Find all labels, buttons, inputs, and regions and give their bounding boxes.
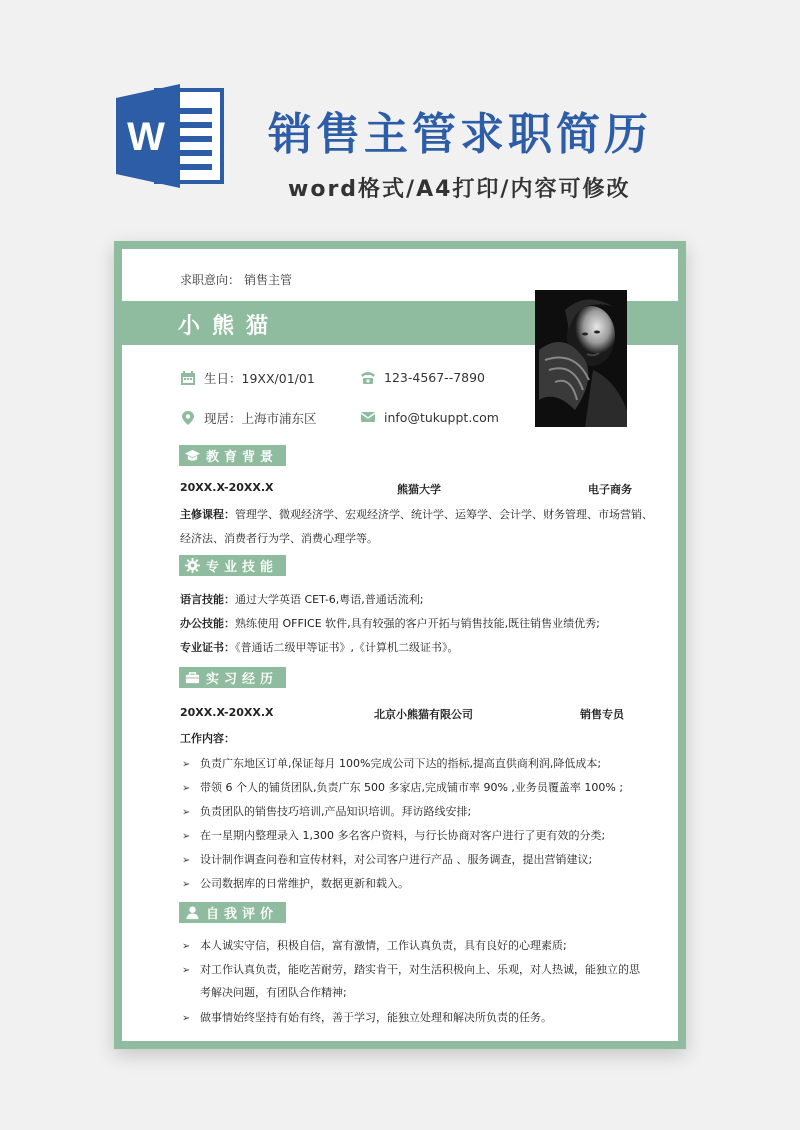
- self-eval-item: [182, 937, 567, 953]
- self-eval-text: 对工作认真负责，能吃苦耐劳，踏实肯干，对生活积极向上、乐观，对人热诚，能独立的思: [200, 963, 640, 976]
- language-skill: [180, 591, 424, 607]
- gear-icon: [185, 558, 200, 573]
- office-skill-value: 熟练使用 OFFICE 软件,具有较强的客户开拓与销售技能,既往销售业绩优秀;: [235, 617, 600, 630]
- certificates: [180, 639, 459, 655]
- certificates-label: 专业证书：: [180, 641, 235, 654]
- office-skill-label: 办公技能：: [180, 617, 235, 630]
- certificates-value: 《普通话二级甲等证书》,《计算机二级证书》。: [235, 641, 459, 654]
- work-item-text: 带领 6 个人的铺货团队,负责广东 500 多家店,完成铺市率 90% ,业务员覆盖率 100% ;: [200, 781, 624, 794]
- work-item-text: 在一星期内整理录入 1,300 多名客户资料，与行长协商对客户进行了更有效的分类;: [200, 829, 606, 842]
- resume-paper: [122, 249, 678, 1041]
- work-item-text: 负责团队的销售技巧培训,产品知识培训。拜访路线安排;: [200, 805, 472, 818]
- word-icon-letter: W: [127, 115, 165, 159]
- self-eval-item: [182, 1009, 552, 1025]
- section-skills: [179, 555, 286, 576]
- section-internship-title: 实习经历: [206, 672, 279, 687]
- bullet-arrow-icon: ➢: [182, 941, 191, 952]
- self-eval-text: 做事情始终坚持有始有终，善于学习，能独立处理和解决所负责的任务。: [200, 1011, 552, 1024]
- work-item-text: 负责广东地区订单,保证每月 100%完成公司下达的指标,提高直供商利润,降低成本;: [200, 757, 602, 770]
- bullet-arrow-icon: ➢: [182, 879, 191, 890]
- internship-company: 北京小熊猫有限公司: [374, 708, 473, 721]
- phone-row: [360, 369, 485, 385]
- resume-sheet: [114, 241, 686, 1049]
- work-content-label: 工作内容：: [180, 732, 235, 745]
- page-title: 销售主管求职简历: [268, 109, 652, 160]
- office-skill: [180, 615, 600, 631]
- phone-text: 123-4567--7890: [384, 369, 486, 385]
- education-school: 熊猫大学: [397, 483, 441, 496]
- internship-period: 20XX.X-20XX.X: [180, 706, 274, 719]
- courses-label: 主修课程：: [180, 508, 235, 521]
- bullet-arrow-icon: ➢: [182, 831, 191, 842]
- briefcase-icon: [185, 670, 200, 685]
- bullet-arrow-icon: ➢: [182, 759, 191, 770]
- work-item: [182, 851, 592, 867]
- language-skill-value: 通过大学英语 CET-6,粤语,普通话流利;: [235, 593, 424, 606]
- birth-row: [180, 369, 315, 387]
- work-item-text: 公司数据库的日常维护，数据更新和载入。: [200, 877, 409, 890]
- job-intent: [180, 271, 292, 288]
- education-period: 20XX.X-20XX.X: [180, 481, 274, 494]
- bullet-arrow-icon: ➢: [182, 855, 191, 866]
- education-major: 电子商务: [588, 483, 632, 496]
- person-icon: [185, 905, 200, 920]
- work-item-text: 设计制作调查问卷和宣传材料，对公司客户进行产品 、服务调查，提出营销建议;: [200, 853, 593, 866]
- courses-text-1: 管理学、微观经济学、宏观经济学、统计学、运筹学、会计学、财务管理、市场营销、: [235, 508, 653, 521]
- calendar-icon: [180, 370, 196, 386]
- location-pin-icon: [180, 410, 196, 426]
- work-item: [182, 827, 605, 843]
- self-eval-text: 考解决问题，有团队合作精神;: [200, 986, 347, 999]
- work-item: [182, 755, 601, 771]
- self-eval-text: 本人诚实守信，积极自信，富有激情，工作认真负责，具有良好的心理素质;: [200, 939, 567, 952]
- section-education: [179, 445, 286, 466]
- birth-text: 生日：19XX/01/01: [204, 371, 315, 386]
- section-education-title: 教育背景: [206, 450, 279, 465]
- work-item: [182, 875, 409, 891]
- header-banner: [0, 0, 800, 240]
- internship-position: 销售专员: [580, 708, 624, 721]
- job-intent-value: 销售主管: [244, 273, 293, 287]
- location-text: 现居：上海市浦东区: [204, 411, 317, 426]
- bullet-arrow-icon: ➢: [182, 1013, 191, 1024]
- mail-icon: [360, 409, 376, 425]
- section-internship: [179, 667, 286, 688]
- job-intent-label: 求职意向：: [180, 273, 241, 287]
- courses-line-1: [180, 506, 653, 522]
- section-self-evaluation-title: 自我评价: [206, 907, 279, 922]
- email-row: [360, 409, 499, 425]
- language-skill-label: 语言技能：: [180, 593, 235, 606]
- section-self-evaluation: [179, 902, 286, 923]
- profile-photo: [535, 290, 627, 427]
- bullet-arrow-icon: ➢: [182, 783, 191, 794]
- courses-line-2: 经济法、消费者行为学、消费心理学等。: [180, 532, 378, 545]
- section-skills-title: 专业技能: [206, 560, 279, 575]
- location-row: [180, 409, 317, 427]
- candidate-name: 小熊猫: [178, 314, 281, 339]
- email-text: info@tukuppt.com: [384, 409, 499, 425]
- self-eval-item-continuation: [182, 984, 347, 1000]
- work-item: [182, 779, 623, 795]
- work-item: [182, 803, 471, 819]
- word-icon: [116, 84, 226, 188]
- self-eval-item: [182, 961, 640, 977]
- bullet-arrow-icon: ➢: [182, 807, 191, 818]
- bullet-arrow-icon: ➢: [182, 965, 191, 976]
- graduation-cap-icon: [185, 448, 200, 463]
- phone-icon: [360, 369, 376, 385]
- page-subtitle: word格式/A4打印/内容可修改: [288, 177, 631, 202]
